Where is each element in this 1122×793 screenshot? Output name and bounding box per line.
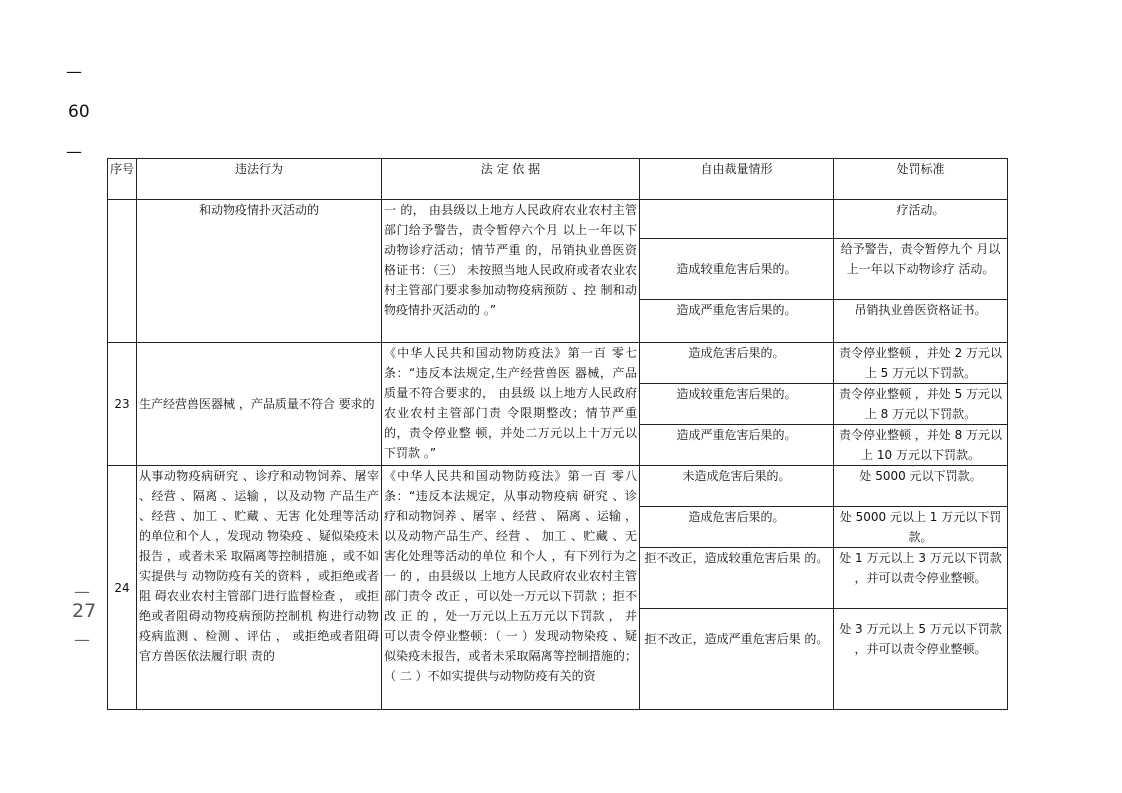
page-number-top: 60	[68, 102, 90, 122]
penalty-cell: 处 5000 元以上 1 万元以下罚款。	[834, 507, 1008, 548]
table-row	[108, 343, 1008, 384]
row-num: 24	[108, 466, 137, 710]
discretion-cell: 造成危害后果的。	[640, 507, 834, 548]
table-header-row	[108, 159, 1008, 200]
table-row	[108, 200, 1008, 239]
penalty-cell: 责令停业整顿 ，并处 5 万元以上 8 万元以下罚款。	[834, 384, 1008, 425]
page-number-bottom: 27	[72, 600, 97, 622]
penalty-cell: 处 5000 元以下罚款。	[834, 466, 1008, 507]
legal-basis-cell: 一 的， 由县级以上地方人民政府农业农村主管部门给予警告，责令暂停六个月 以上一年以下动物诊疗活动；情节严重 的，吊销执业兽医资格证书：（三） 未按照当地人民政府或者农业农 村主管部门要求参加动物疫病预防 、控 制和动物疫情扑灭活动的 。”	[382, 200, 640, 343]
header-penalty: 处罚标准	[834, 159, 1008, 200]
penalty-cell: 处 3 万元以上 5 万元以下罚款 ，并可以责令停业整顿。	[834, 609, 1008, 710]
discretion-cell: 造成严重危害后果的。	[640, 300, 834, 343]
discretion-cell: 拒不改正，造成较重危害后果 的。	[640, 548, 834, 609]
legal-basis-cell: 《中华人民共和国动物防疫法》第一百 零七条：“违反本法规定,生产经营兽医 器械，产品质量不符合要求的， 由县级 以上地方人民政府农业农村主管部门责 令限期整改；情节严重的，责令停业整 顿，并处二万元以上十万元以下罚款 。”	[382, 343, 640, 466]
penalty-cell: 疗活动。	[834, 200, 1008, 239]
row-num-empty	[108, 200, 137, 343]
row-num: 23	[108, 343, 137, 466]
violation-cell: 从事动物疫病研究 、诊疗和动物饲养、屠宰 、经营 、隔离 、运输 ，以及动物 产品生产 、经营 、加工 、贮藏 、无害 化处理等活动的单位和个人 ，发现动 物染疫 、疑似染疫未报告 ，或者未采 取隔离等控制措施 ，或不如实提供与 动物防疫有关的资料 ，或拒绝或者阻 碍农业农村主管部门进行监督检查 ， 或拒绝或者阻碍动物疫病预防控制机 构进行动物疫病监测 、检测 、评估 ， 或拒绝或者阻碍官方兽医依法履行职 责的	[137, 466, 382, 710]
discretion-cell	[640, 200, 834, 239]
penalty-cell: 给予警告，责令暂停九个 月以上一年以下动物诊疗 活动。	[834, 239, 1008, 300]
discretion-cell: 造成较重危害后果的。	[640, 239, 834, 300]
margin-dash-bottom-upper: —	[74, 582, 90, 601]
margin-dash-bottom: —	[74, 630, 90, 649]
penalty-cell: 责令停业整顿 ，并处 8 万元以上 10 万元以下罚款。	[834, 425, 1008, 466]
header-seq: 序号	[108, 159, 137, 200]
violation-cell: 和动物疫情扑灭活动的	[137, 200, 382, 343]
header-act: 违法行为	[137, 159, 382, 200]
header-basis: 法 定 依 据	[382, 159, 640, 200]
margin-dash-top: —	[66, 62, 82, 81]
header-discretion: 自由裁量情形	[640, 159, 834, 200]
penalty-cell: 处 1 万元以上 3 万元以下罚款 ，并可以责令停业整顿。	[834, 548, 1008, 609]
margin-dash-top-lower: —	[66, 142, 82, 161]
violation-cell: 生产经营兽医器械 ，产品质量不符合 要求的	[137, 343, 382, 466]
penalty-table	[107, 158, 1008, 710]
discretion-cell: 造成严重危害后果的。	[640, 425, 834, 466]
discretion-cell: 未造成危害后果的。	[640, 466, 834, 507]
table-row	[108, 466, 1008, 507]
discretion-cell: 拒不改正，造成严重危害后果 的。	[640, 609, 834, 710]
discretion-cell: 造成危害后果的。	[640, 343, 834, 384]
penalty-cell: 责令停业整顿 ，并处 2 万元以上 5 万元以下罚款。	[834, 343, 1008, 384]
legal-basis-cell: 《中华人民共和国动物防疫法》第一百 零八条：“违反本法规定，从事动物疫病 研究 、诊疗和动物饲养 、屠宰 、经营 、 隔离 、运输 ，以及动物产品生产、经营 、 加工 、贮藏 、无害化处理等活动的单位 和个人 ，有下列行为之一 的 ，由县级以 上地方人民政府农业农村主管部门责令 改正 ，可以处一万元以下罚款 ；拒不改 正 的 ，处一万元以上五万元以下罚款 ， 并可以责令停业整顿：（ 一 ）发现动物染疫 、疑似染疫未报告，或者未采取隔离等控制措施的；（ 二 ）不如实提供与动物防疫有关的资	[382, 466, 640, 710]
penalty-cell: 吊销执业兽医资格证书。	[834, 300, 1008, 343]
discretion-cell: 造成较重危害后果的。	[640, 384, 834, 425]
